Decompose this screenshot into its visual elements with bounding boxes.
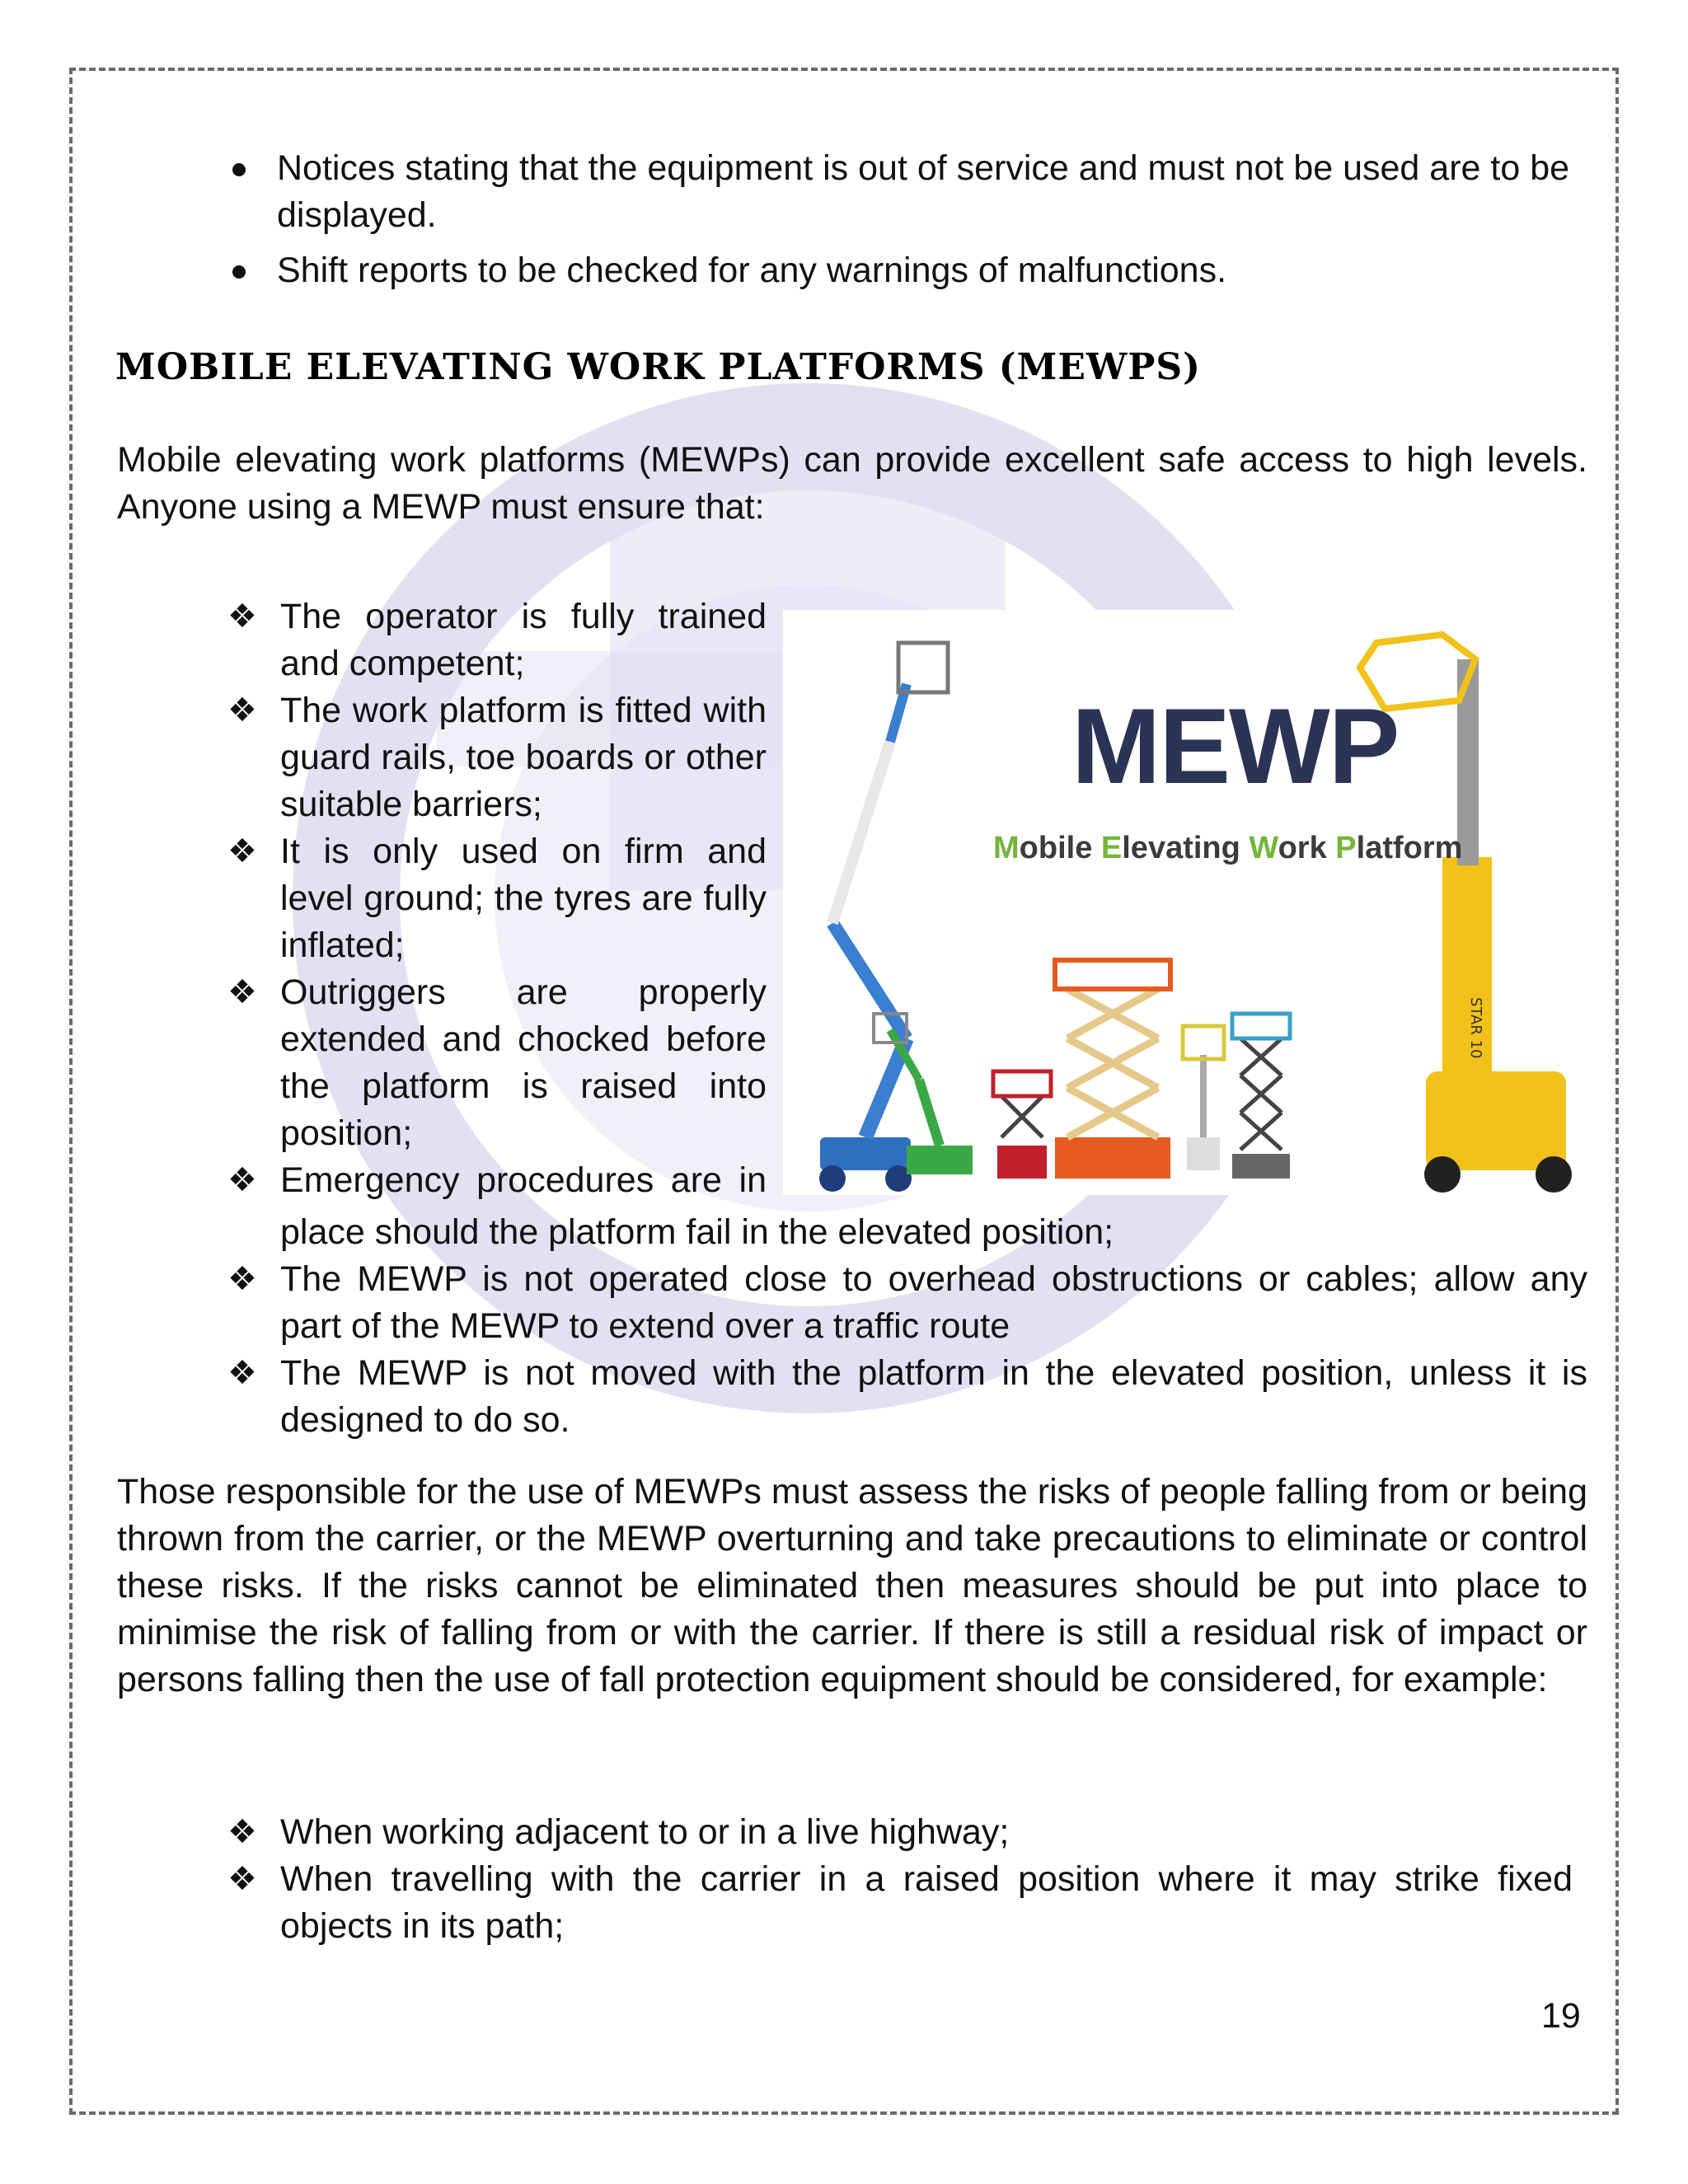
- diamond-bullet-icon: ❖: [227, 1260, 257, 1298]
- scissor-lift-small: [1232, 1014, 1290, 1179]
- top-bullet-list: [223, 145, 1591, 302]
- diamond-bullet-icon: ❖: [227, 1354, 257, 1392]
- list-item: [227, 687, 767, 828]
- list-item-continuation: [280, 1209, 1434, 1256]
- fall-protection-example-list: [227, 1809, 1573, 1950]
- list-item-text: When working adjacent to or in a live highway;: [280, 1812, 1010, 1852]
- mewp-illustration: [783, 610, 1591, 1195]
- section-heading: MOBILE ELEVATING WORK PLATFORMS (MEWPS): [115, 346, 1201, 388]
- requirements-list: [227, 593, 767, 1204]
- list-item-text: The MEWP is not operated close to overhead obstructions or cables; allow any part of the MEWP to extend over a traffic route: [280, 1259, 1587, 1346]
- list-item: [227, 1157, 767, 1204]
- list-item-text: When travelling with the carrier in a raised position where it may strike fixed objects in its path;: [280, 1859, 1573, 1946]
- list-item: [227, 593, 767, 687]
- list-item: [227, 1350, 1587, 1444]
- list-item: Shift reports to be checked for any warnings of malfunctions.: [223, 247, 1591, 294]
- requirements-list-continued: [227, 1256, 1587, 1444]
- list-item: Notices stating that the equipment is out of service and must not be used are to be displayed.: [223, 145, 1591, 239]
- machine-label: STAR 10: [1467, 997, 1484, 1059]
- diamond-bullet-icon: ❖: [227, 1161, 257, 1199]
- list-item: [227, 1856, 1573, 1950]
- list-item-text: It is only used on firm and level ground; the tyres are fully inflated;: [280, 832, 767, 965]
- diamond-bullet-icon: ❖: [227, 973, 257, 1011]
- mast-lift-white: [1183, 1026, 1224, 1170]
- list-item-text: The operator is fully trained and competent;: [280, 597, 767, 683]
- diamond-bullet-icon: ❖: [227, 1813, 257, 1851]
- diamond-bullet-icon: ❖: [227, 1860, 257, 1898]
- list-item: [227, 1256, 1587, 1350]
- figure-title: MEWP: [1071, 686, 1399, 806]
- list-item-text: Emergency procedures are in: [280, 1160, 767, 1200]
- list-item-text: The MEWP is not moved with the platform in the elevated position, unless it is designed to do so.: [280, 1353, 1587, 1440]
- scissor-lift-orange: [1055, 960, 1170, 1179]
- list-item: [227, 828, 767, 969]
- intro-paragraph: Mobile elevating work platforms (MEWPs) can provide excellent safe access to high levels. Anyone using a MEWP must ensure that:: [117, 440, 1587, 527]
- list-item-text: The work platform is fitted with guard rails, toe boards or other suitable barriers;: [280, 691, 767, 824]
- list-item-text: place should the platform fail in the elevated position;: [280, 1212, 1114, 1252]
- list-item: [227, 969, 767, 1157]
- figure-subtitle: Mobile Elevating Work Platform: [993, 831, 1463, 865]
- diamond-bullet-icon: ❖: [227, 691, 257, 729]
- scissor-lift-red: [993, 1071, 1051, 1179]
- risk-paragraph: Those responsible for the use of MEWPs must assess the risks of people falling from or being thrown from the carrier, or the MEWP overturning and take precautions to eliminate or control these risks. If the risks cannot be eliminated then measures should be put into place to minimise the risk of falling from or with the carrier. If there is still a residual risk of impact or persons falling then the use of fall protection equipment should be considered, for example:: [117, 1472, 1587, 1699]
- diamond-bullet-icon: ❖: [227, 598, 257, 635]
- list-item: [227, 1809, 1573, 1856]
- diamond-bullet-icon: ❖: [227, 832, 257, 870]
- page-number: 19: [1541, 1996, 1581, 2036]
- list-item-text: Outriggers are properly extended and chocked before the platform is raised into position;: [280, 972, 767, 1153]
